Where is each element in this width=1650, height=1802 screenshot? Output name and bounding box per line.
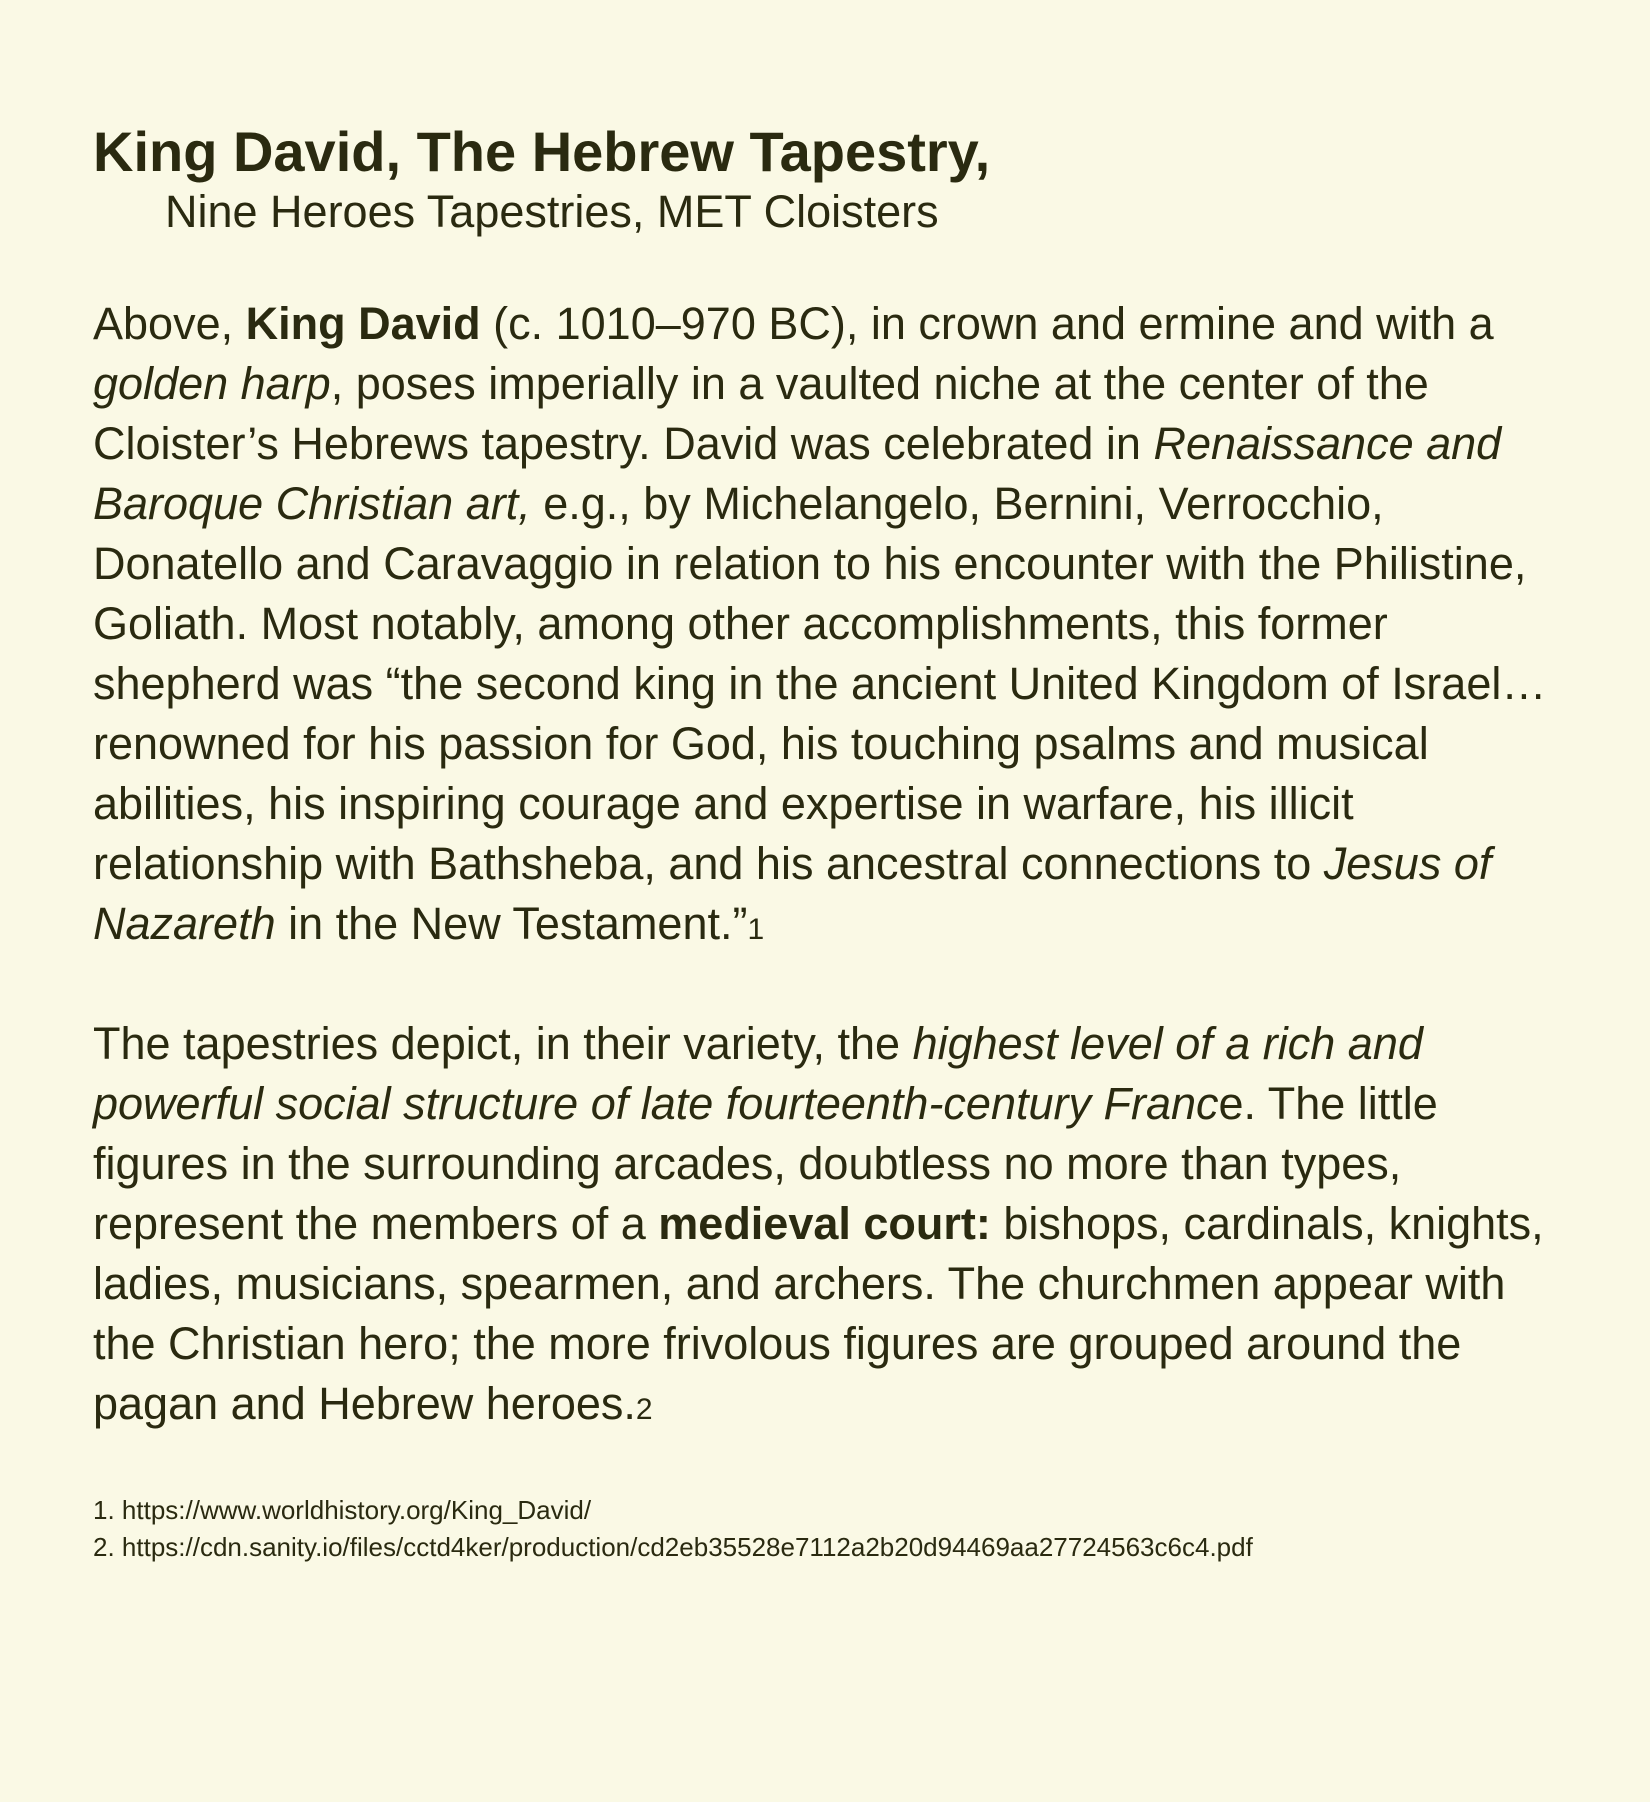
footnote-marker-1: 1 [747, 913, 765, 946]
footnote-1-link[interactable]: 1. https://www.worldhistory.org/King_David/ [93, 1495, 592, 1525]
page-title: King David, The Hebrew Tapestry, [93, 120, 991, 183]
footnote-marker-2: 2 [635, 1393, 653, 1426]
text-run: bishops, cardinals, knights, ladies, musicians, spearmen, and archers. The churchmen appear with the Christian hero; the more frivolous figures are grouped around the pagan and Hebrew heroes. [93, 1198, 1544, 1429]
bold-king-david: King David [245, 298, 481, 349]
paragraph-tapestries [93, 1014, 1550, 1440]
text-run: , poses imperially in a vaulted niche at the center of the Cloister’s Hebrews tapestry. David was celebrated in [93, 358, 1429, 469]
text-run: in the New Testament.” [275, 898, 748, 949]
text-run: Above, [93, 298, 246, 349]
paragraph-king-david [93, 294, 1550, 960]
text-run: e. The little figures in the surrounding arcades, doubtless no more than types, represent the members of a [93, 1078, 1438, 1249]
text-run: e.g., by Michelangelo, Bernini, Verrocchio, Donatello and Caravaggio in relation to his encounter with the Philistine, Goliath. Most notably, among other accomplishments, this former shepherd was “the second king in the ancient United Kingdom of Israel… renowned for his passion for God, his touching psalms and musical abilities, his inspiring courage and expertise in warfare, his illicit relationship with Bathsheba, and his ancestral connections to [93, 478, 1547, 889]
italic-jesus-of-nazareth: Jesus of Nazareth [93, 838, 1492, 949]
page-subtitle: Nine Heroes Tapestries, MET Cloisters [165, 186, 939, 237]
footnotes [93, 1492, 1550, 1566]
footnote-2-link[interactable]: 2. https://cdn.sanity.io/files/cctd4ker/production/cd2eb35528e7112a2b20d94469aa27724563c6c4.pdf [93, 1532, 1253, 1562]
italic-social-structure: highest level of a rich and powerful social structure of late fourteenth-century Franc [93, 1018, 1423, 1129]
text-run: The tapestries depict, in their variety, the [93, 1018, 913, 1069]
bold-medieval-court: medieval court: [658, 1198, 991, 1249]
italic-renaissance-art: Renaissance and Baroque Christian art, [93, 418, 1502, 529]
text-run: (c. 1010–970 BC), in crown and ermine and with a [480, 298, 1494, 349]
italic-golden-harp: golden harp [93, 358, 331, 409]
